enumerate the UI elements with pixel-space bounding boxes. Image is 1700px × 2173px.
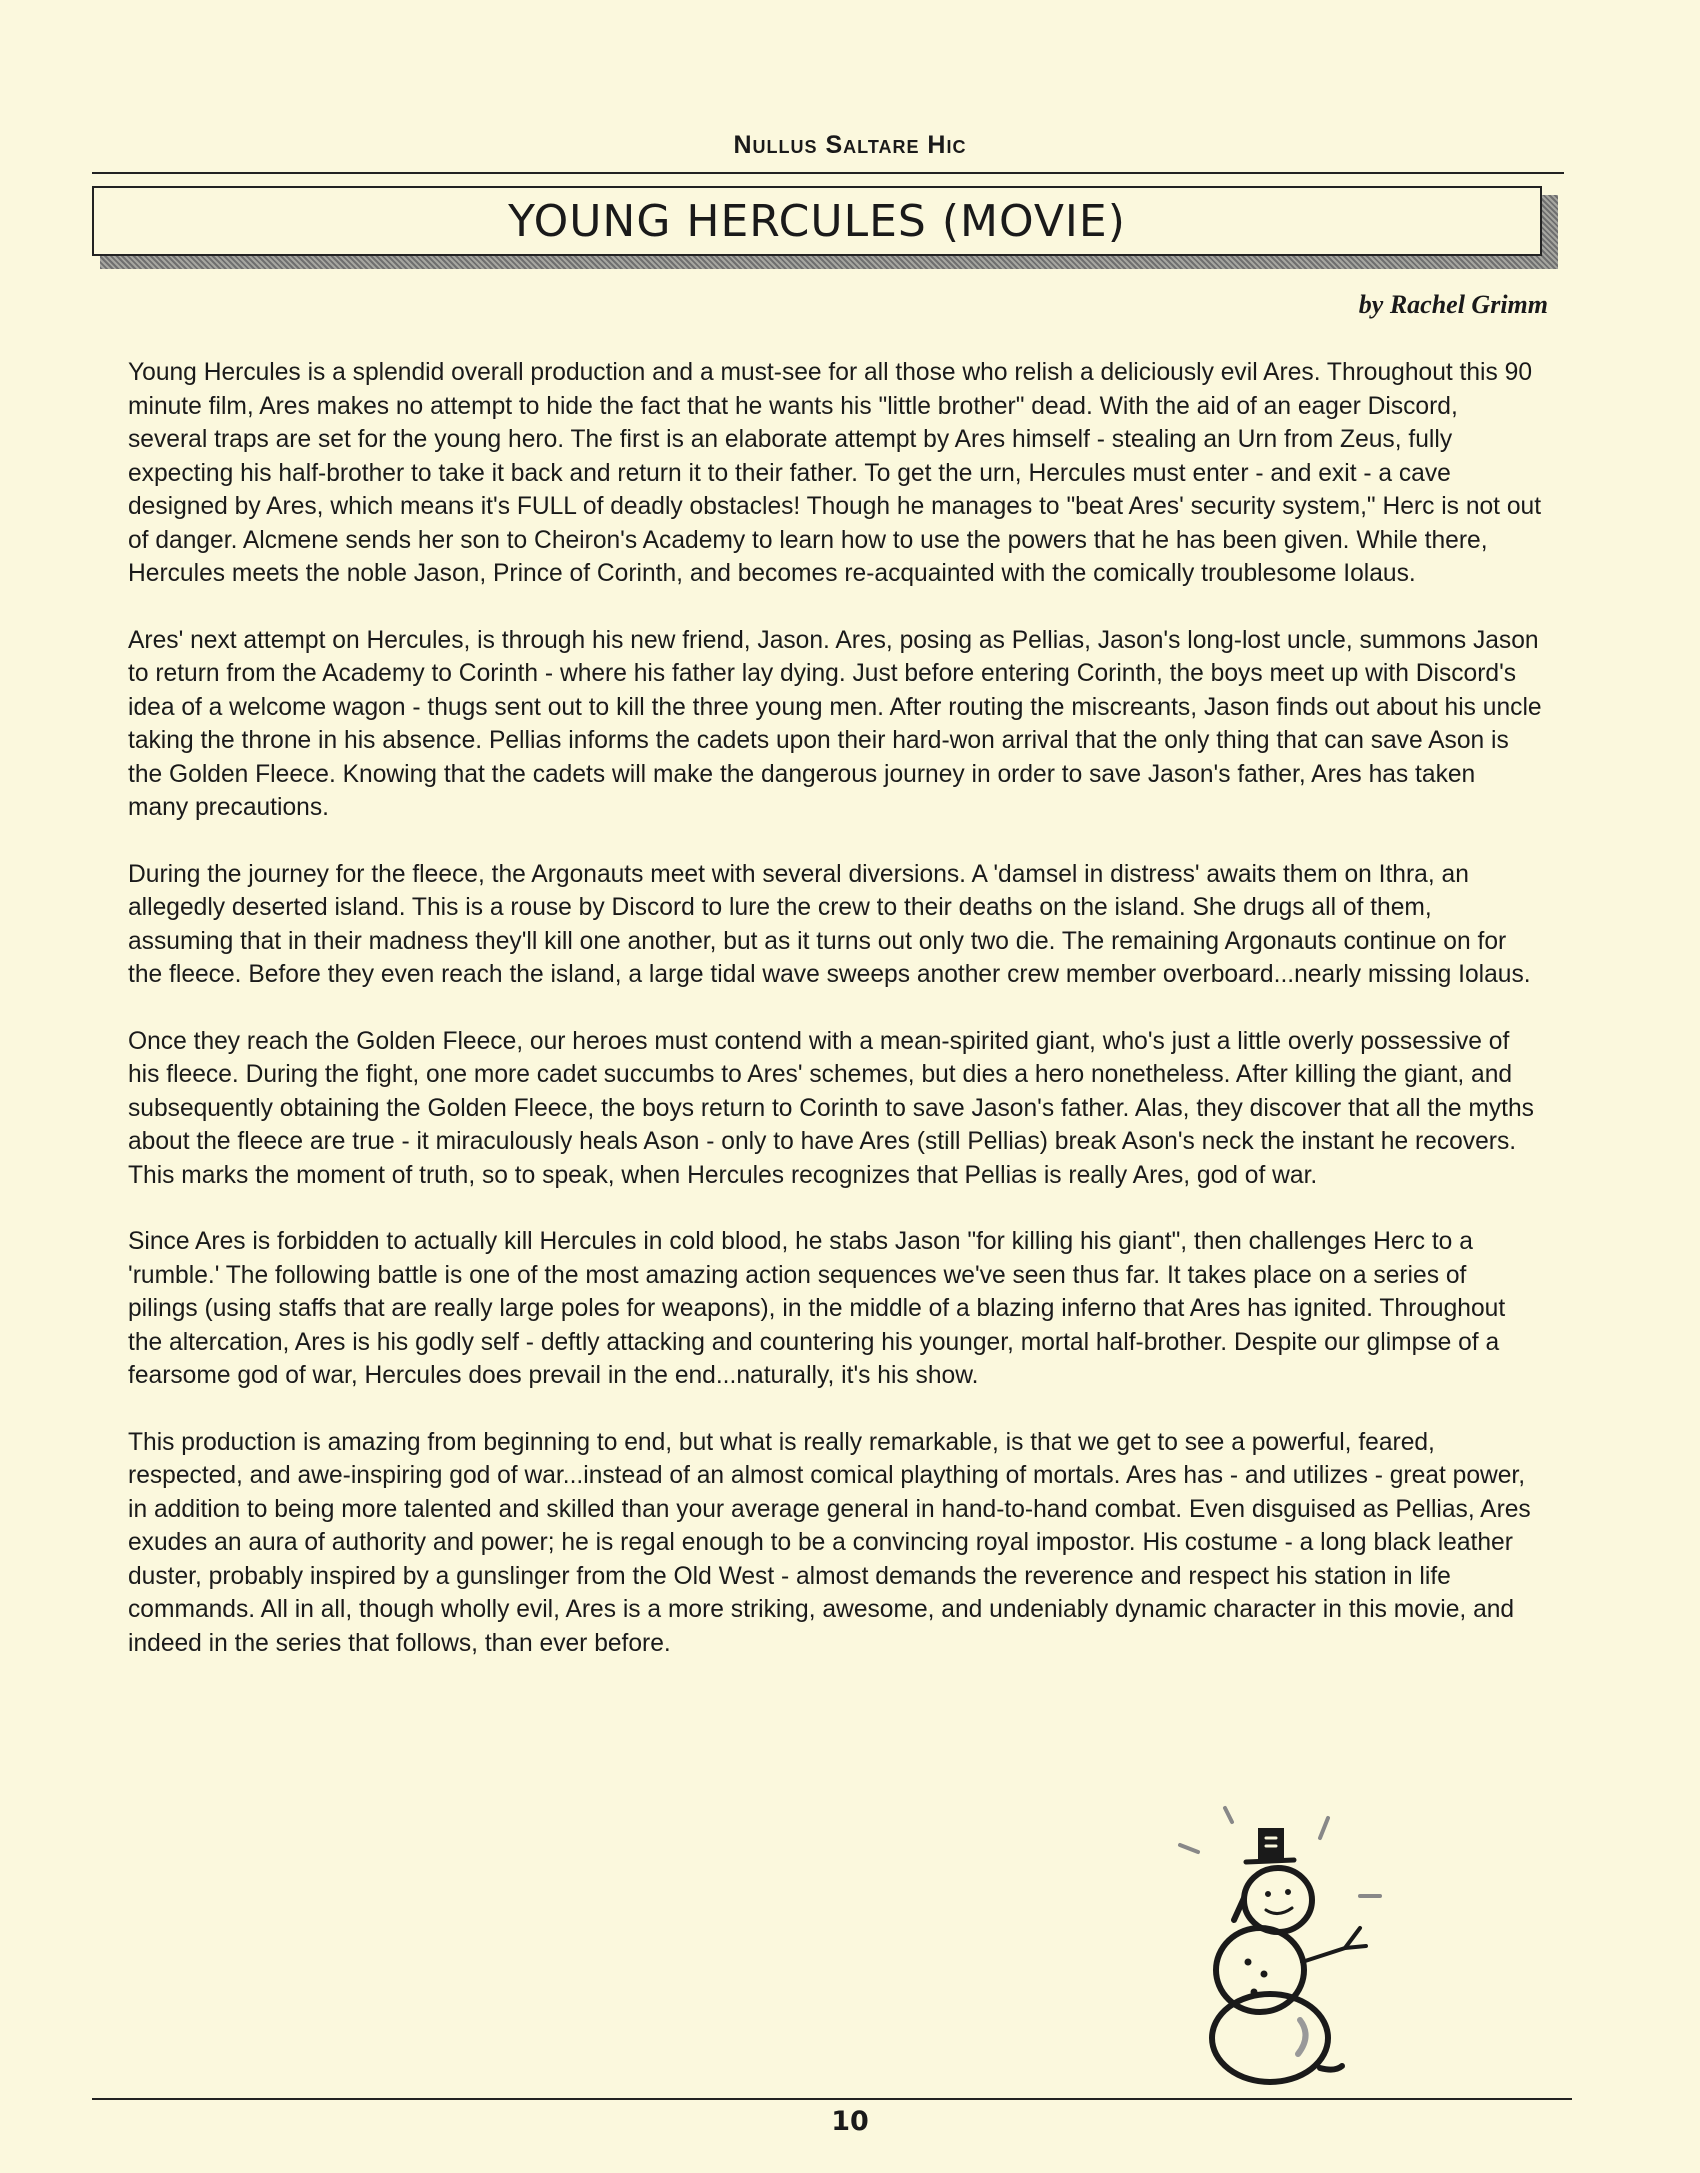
page-title: YOUNG HERCULES (MOVIE) [508, 195, 1126, 247]
paragraph: Ares' next attempt on Hercules, is through his new friend, Jason. Ares, posing as Pellias, Jason's long-lost uncle, summons Jason to return from the Academy to Corinth - where his father lay dying. Just before entering Corinth, the boys meet up with Discord's idea of a welcome wagon - thugs sent out to kill the three young men. After routing the miscreants, Jason finds out about his uncle taking the throne in his absence. Pellias informs the cadets upon their hard-won arrival that the only thing that can save Ason is the Golden Fleece. Knowing that the cadets will make the dangerous journey in order to save Jason's father, Ares has taken many precautions. [128, 626, 1542, 821]
header-rule [92, 172, 1564, 174]
snowman-icon [1170, 1800, 1400, 2085]
article-body [128, 356, 1542, 1693]
paragraph: Since Ares is forbidden to actually kill Hercules in cold blood, he stabs Jason "for killing his giant", then challenges Herc to a 'rumble.' The following battle is one of the most amazing action sequences we've seen thus far. It takes place on a series of pilings (using staffs that are really large poles for weapons), in the middle of a blazing inferno that Ares has ignited. Throughout the altercation, Ares is his godly self - deftly attacking and countering his younger, mortal half-brother. Despite our glimpse of a fearsome god of war, Hercules does prevail in the end...naturally, it's his show. [128, 1228, 1506, 1389]
paragraph: This production is amazing from beginning to end, but what is really remarkable, is that we get to see a powerful, feared, respected, and awe-inspiring god of war...instead of an almost comical plaything of mortals. Ares has - and utilizes - great power, in addition to being more talented and skilled than your average general in hand-to-hand combat. Even disguised as Pellias, Ares exudes an aura of authority and power; he is regal enough to be a convincing royal impostor. His costume - a long black leather duster, probably inspired by a gunslinger from the Old West - almost demands the reverence and respect his station in life commands. All in all, though wholly evil, Ares is a more striking, awesome, and undeniably dynamic character in this movie, and indeed in the series that follows, than ever before. [128, 1428, 1531, 1657]
running-head: Nullus Saltare Hic [733, 131, 967, 159]
paragraph: Young Hercules is a splendid overall production and a must-see for all those who relish a deliciously evil Ares. Throughout this 90 minute film, Ares makes no attempt to hide the fact that he wants his "little brother" dead. With the aid of an eager Discord, several traps are set for the young hero. The first is an elaborate attempt by Ares himself - stealing an Urn from Zeus, fully expecting his half-brother to take it back and return it to their father. To get the urn, Hercules must enter - and exit - a cave designed by Ares, which means it's FULL of deadly obstacles! Though he manages to "beat Ares' security system," Herc is not out of danger. Alcmene sends her son to Cheiron's Academy to learn how to use the powers that he has been given. While there, Hercules meets the noble Jason, Prince of Corinth, and becomes re-acquainted with the comically troublesome Iolaus. [128, 359, 1542, 587]
footer-rule [92, 2098, 1572, 2100]
page-number: 10 [831, 2106, 869, 2137]
paragraph: During the journey for the fleece, the Argonauts meet with several diversions. A 'damsel in distress' awaits them on Ithra, an allegedly deserted island. This is a rouse by Discord to lure the crew to their deaths on the island. She drugs all of them, assuming that in their madness they'll kill one another, but as it turns out only two die. The remaining Argonauts continue on for the fleece. Before they even reach the island, a large tidal wave sweeps another crew member overboard...nearly missing Iolaus. [128, 860, 1531, 988]
paragraph: Once they reach the Golden Fleece, our heroes must contend with a mean-spirited giant, who's just a little overly possessive of his fleece. During the fight, one more cadet succumbs to Ares' schemes, but dies a hero nonetheless. After killing the giant, and subsequently obtaining the Golden Fleece, the boys return to Corinth to save Jason's father. Alas, they discover that all the myths about the fleece are true - it miraculously heals Ason - only to have Ares (still Pellias) break Ason's neck the instant he recovers. This marks the moment of truth, so to speak, when Hercules recognizes that Pellias is really Ares, god of war. [128, 1027, 1534, 1189]
title-box [92, 186, 1542, 256]
byline: by Rachel Grimm [1358, 290, 1548, 319]
